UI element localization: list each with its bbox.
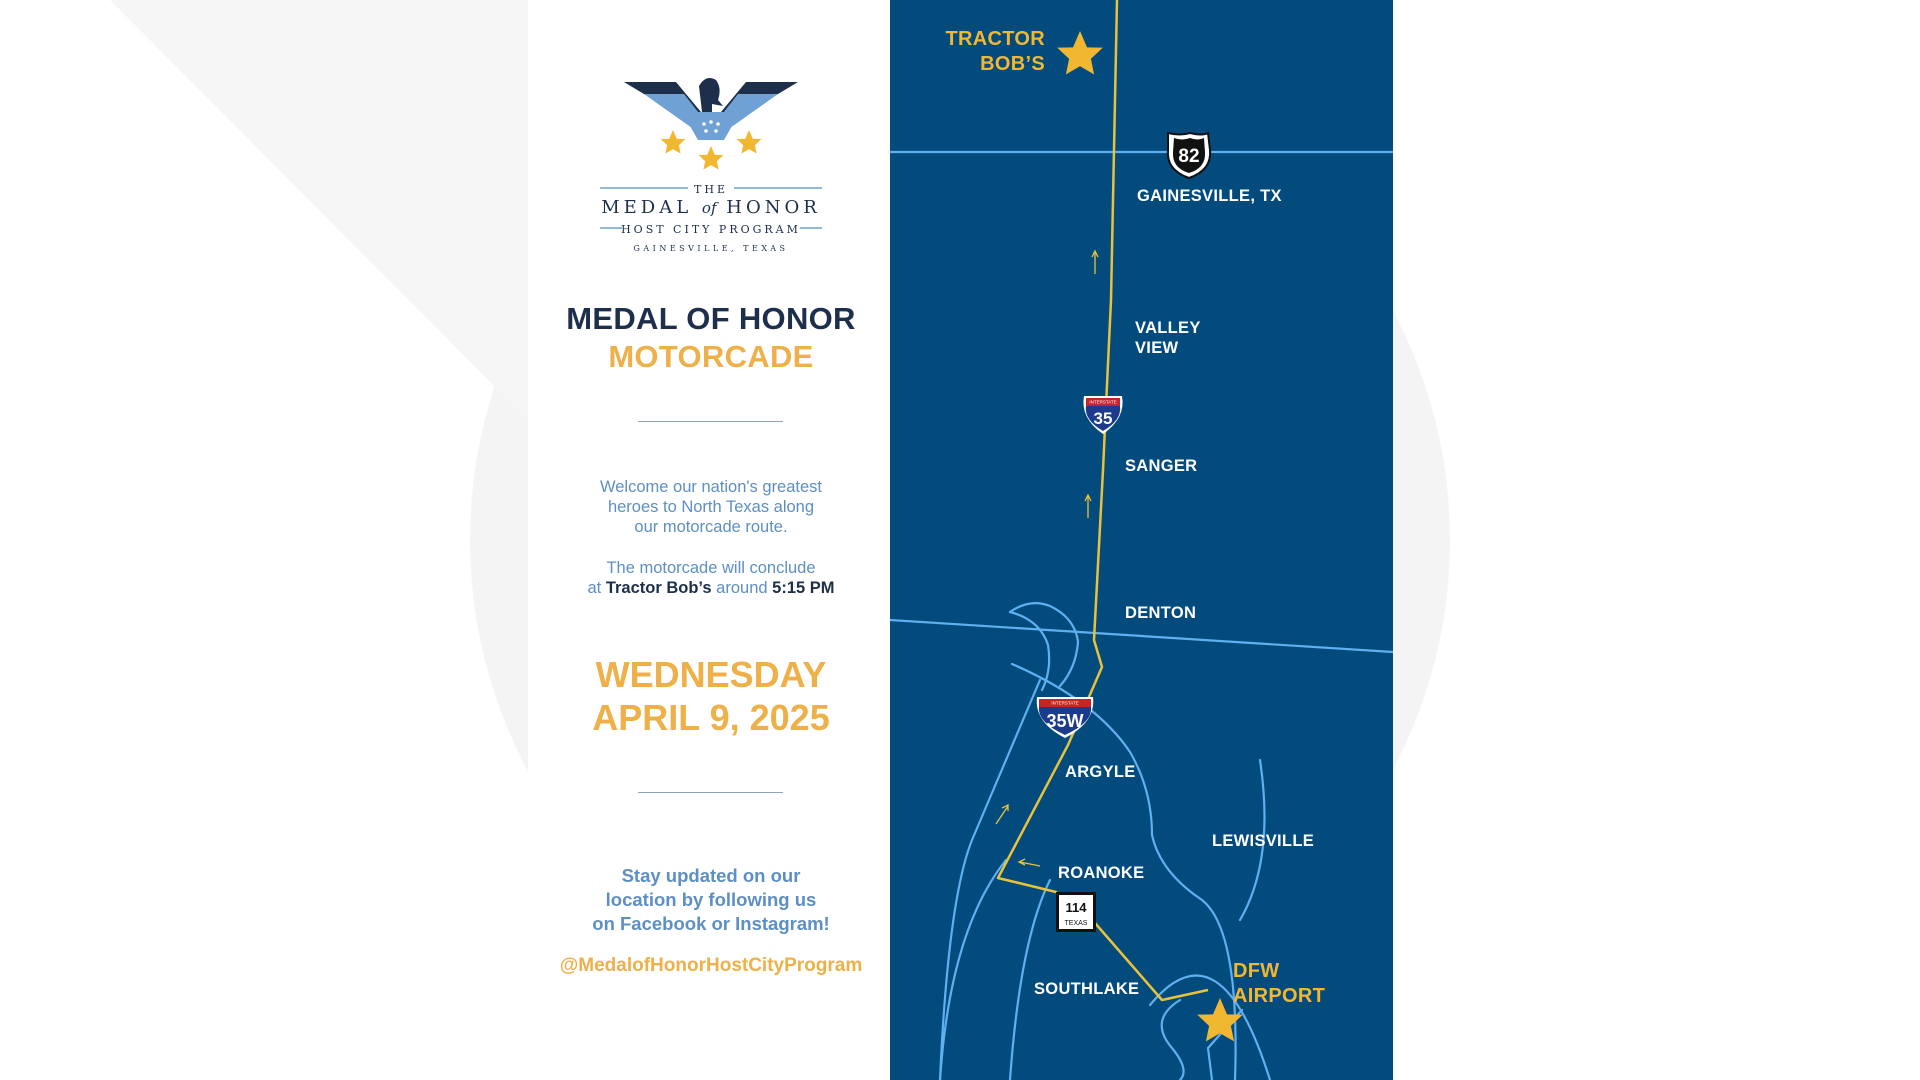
- event-weekday: WEDNESDAY: [595, 654, 827, 695]
- interstate-35w-shield-icon: [1037, 697, 1094, 738]
- svg-text:INTERSTATE: INTERSTATE: [1051, 700, 1079, 706]
- label-tractor-bobs: TRACTOR BOB’S: [945, 28, 1045, 75]
- title-line-2: MOTORCADE: [608, 339, 814, 374]
- label-roanoke: ROANOKE: [1058, 864, 1145, 882]
- social-follow-message: Stay updated on our location by following us on Facebook or Instagram!: [592, 865, 830, 934]
- texas-114-shield-icon: [1056, 892, 1096, 932]
- welcome-message: Welcome our nation's greatest heroes to North Texas along our motorcade route.: [599, 478, 823, 536]
- logo-text-medal-of-honor: MEDAL of HONOR: [601, 197, 821, 218]
- label-sanger: SANGER: [1125, 457, 1198, 475]
- label-denton: DENTON: [1125, 604, 1197, 622]
- title-line-1: MEDAL OF HONOR: [566, 301, 856, 336]
- label-valley-view: VALLEY VIEW: [1135, 319, 1201, 357]
- social-handle: @MedalofHonorHostCityProgram: [559, 955, 863, 976]
- label-dfw-airport: DFW AIRPORT: [1233, 960, 1326, 1007]
- label-gainesville: GAINESVILLE, TX: [1137, 187, 1282, 205]
- event-date: APRIL 9, 2025: [592, 697, 830, 738]
- interstate-35-shield-icon: [1083, 396, 1122, 434]
- conclude-message: The motorcade will conclude at Tractor Bob’s around 5:15 PM: [587, 559, 835, 597]
- logo-text-the: THE: [694, 183, 728, 196]
- svg-text:82: 82: [1178, 146, 1200, 167]
- motorcade-route-map: [890, 0, 1393, 1080]
- divider: [638, 792, 783, 793]
- logo-text-location: GAINESVILLE, TEXAS: [633, 244, 789, 253]
- label-southlake: SOUTHLAKE: [1034, 980, 1140, 998]
- label-argyle: ARGYLE: [1065, 763, 1136, 781]
- divider: [638, 421, 783, 422]
- svg-text:35: 35: [1093, 409, 1113, 428]
- map-roads: [890, 0, 1393, 1080]
- svg-text:TEXAS: TEXAS: [1064, 920, 1088, 927]
- info-panel: [528, 0, 894, 1080]
- tractor-bobs-star-icon: [1057, 31, 1103, 74]
- svg-text:INTERSTATE: INTERSTATE: [1089, 399, 1117, 405]
- logo-text-host-city-program: HOST CITY PROGRAM: [621, 223, 801, 236]
- us-82-shield-icon: [1168, 133, 1210, 178]
- svg-text:114: 114: [1065, 900, 1087, 915]
- svg-text:35W: 35W: [1046, 711, 1084, 731]
- medal-of-honor-eagle-logo: [566, 66, 856, 266]
- label-lewisville: LEWISVILLE: [1212, 832, 1314, 850]
